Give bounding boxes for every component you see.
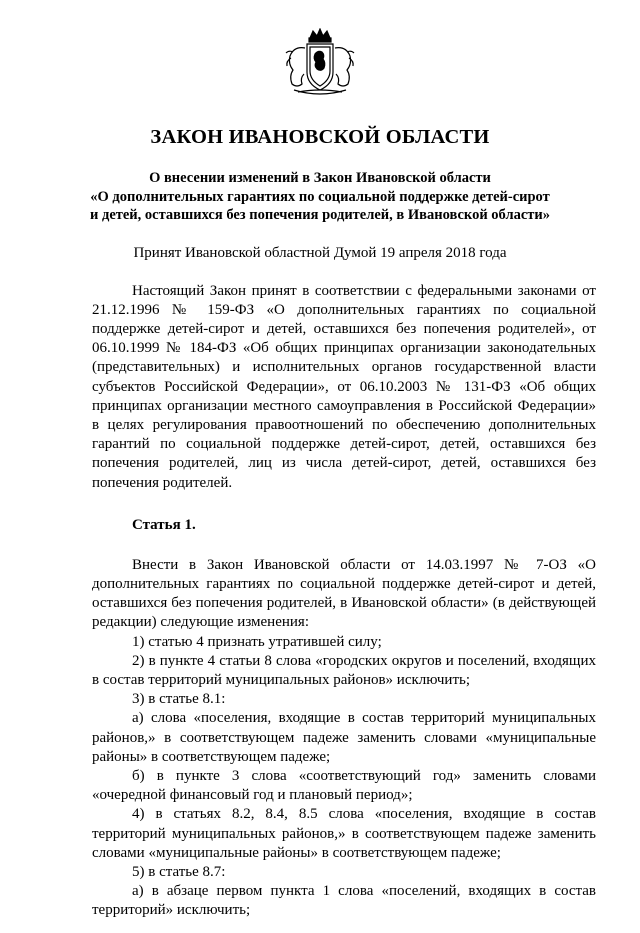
article-item: а) в абзаце первом пункта 1 слова «поселений, входящих в состав территорий» исключить; xyxy=(92,883,596,919)
article-item: 1) статью 4 признать утратившей силу; xyxy=(132,633,382,650)
article-item: 5) в статье 8.7: xyxy=(132,863,226,880)
article-item: 2) в пункте 4 статьи 8 слова «городских округов и поселений, входящих в состав территорий муниципальных районов» исключить; xyxy=(92,652,596,688)
article-item: 4) в статьях 8.2, 8.4, 8.5 слова «поселения, входящие в состав территорий муниципальных районов,» в соответствующем падеже заменить словами «муниципальные районы» в соответствующем падеже; xyxy=(92,806,596,861)
subtitle-line: О внесении изменений в Закон Ивановской области xyxy=(149,170,491,186)
article-item: а) слова «поселения, входящие в состав территорий муниципальных районов,» в соответствующем падеже заменить словами «муниципальные районы» в соответствующем падеже; xyxy=(92,710,596,765)
article-item: 3) в статье 8.1: xyxy=(132,691,226,708)
law-subtitle xyxy=(68,169,572,225)
subtitle-line: «О дополнительных гарантиях по социальной поддержке детей-сирот xyxy=(90,188,550,205)
preamble-paragraph: Настоящий Закон принят в соответствии с федеральными законами от 21.12.1996 № 159-ФЗ «О дополнительных гарантиях по социальной поддержке детей-сирот и детей, оставшихся без попечения родителей», от 06.10.1999 № 184-ФЗ «Об общих принципах организации законодательных (представительных) и исполнительных органов государственной власти субъектов Российской Федерации», от 06.10.2003 № 131-ФЗ «Об общих принципах организации местного самоуправления в Российской Федерации» в целях регулирования правоотношений по обеспечению дополнительных гарантий по социальной поддержке детей-сирот, детей, оставшихся без попечения родителей, лиц из числа детей-сирот, детей, оставшихся без попечения родителей. xyxy=(92,282,596,491)
adoption-date: Принят Ивановской областной Думой 19 апреля 2018 года xyxy=(133,244,507,261)
coat-of-arms-icon xyxy=(280,28,360,96)
article-item: б) в пункте 3 слова «соответствующий год» заменить словами «очередной финансовый год и плановый период»; xyxy=(92,767,596,804)
law-title: ЗАКОН ИВАНОВСКОЙ ОБЛАСТИ xyxy=(150,126,490,148)
article-intro-paragraph: Внести в Закон Ивановской области от 14.03.1997 № 7-ОЗ «О дополнительных гарантиях по социальной поддержке детей-сирот и детей, оставшихся без попечения родителей, в Ивановской области» (в действующей редакции) следующие изменения: xyxy=(92,556,596,631)
subtitle-line: и детей, оставшихся без попечения родителей, в Ивановской области» xyxy=(90,207,550,223)
document-page xyxy=(0,28,640,933)
article-heading: Статья 1. xyxy=(132,516,196,533)
